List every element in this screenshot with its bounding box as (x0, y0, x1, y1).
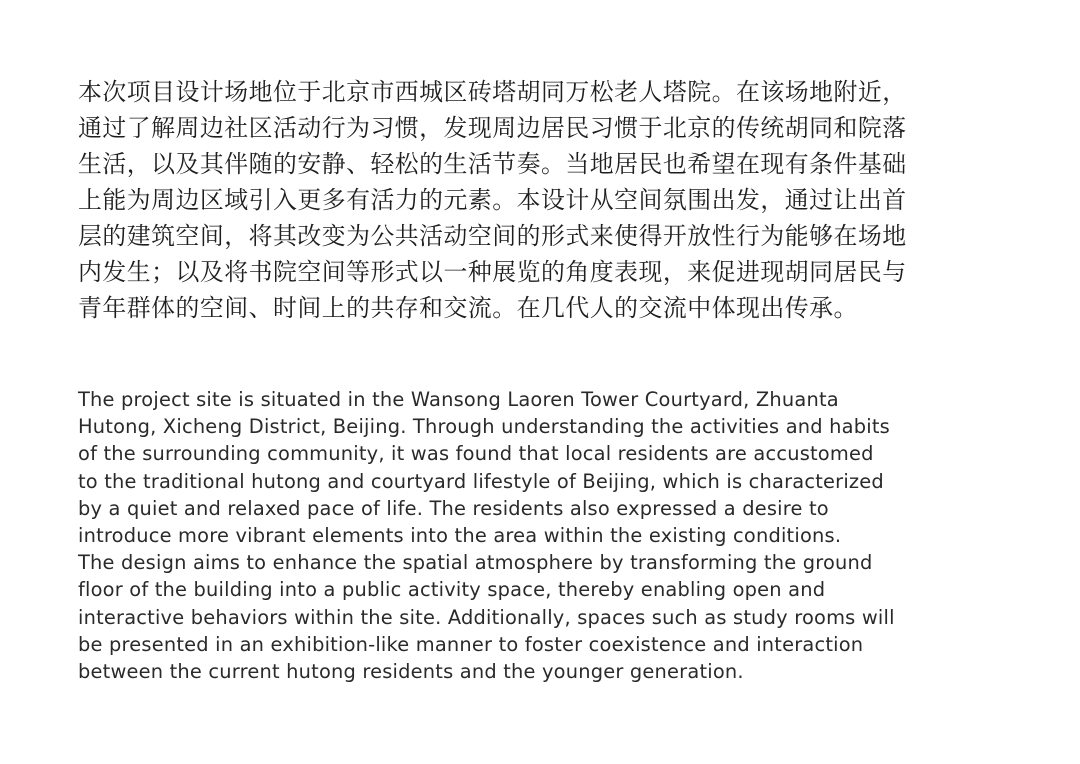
chinese-paragraph-line: 内发生；以及将书院空间等形式以一种展览的角度表现，来促进现胡同居民与 (78, 258, 907, 286)
english-paragraph-line: Hutong, Xicheng District, Beijing. Through understanding the activities and habits (78, 415, 890, 439)
chinese-paragraph-line: 生活，以及其伴随的安静、轻松的生活节奏。当地居民也希望在现有条件基础 (78, 150, 907, 178)
chinese-paragraph-line: 层的建筑空间，将其改变为公共活动空间的形式来使得开放性行为能够在场地 (78, 222, 907, 250)
english-paragraph-line: The project site is situated in the Wansong Laoren Tower Courtyard, Zhuanta (78, 388, 839, 411)
english-paragraph-line: floor of the building into a public activity space, thereby enabling open and (78, 578, 826, 602)
english-paragraph-line: between the current hutong residents and the younger generation. (78, 659, 744, 683)
chinese-paragraph-line: 青年群体的空间、时间上的共存和交流。在几代人的交流中体现出传承。 (78, 294, 858, 322)
english-paragraph-line: be presented in an exhibition-like manner to foster coexistence and interaction (78, 632, 864, 656)
english-paragraph (78, 386, 1028, 685)
english-paragraph-line: The design aims to enhance the spatial atmosphere by transforming the ground (78, 551, 873, 575)
english-paragraph-line: introduce more vibrant elements into the area within the existing conditions. (78, 523, 842, 547)
chinese-paragraph-line: 上能为周边区域引入更多有活力的元素。本设计从空间氛围出发，通过让出首 (78, 186, 907, 214)
chinese-paragraph (78, 74, 1018, 326)
english-paragraph-line: to the traditional hutong and courtyard lifestyle of Beijing, which is characterized (78, 469, 884, 493)
chinese-paragraph-line: 本次项目设计场地位于北京市西城区砖塔胡同万松老人塔院。在该场地附近， (78, 78, 907, 106)
english-paragraph-line: interactive behaviors within the site. Additionally, spaces such as study rooms will (78, 605, 895, 629)
english-paragraph-line: of the surrounding community, it was found that local residents are accustomed (78, 442, 874, 466)
english-paragraph-line: by a quiet and relaxed pace of life. The residents also expressed a desire to (78, 496, 829, 520)
chinese-paragraph-line: 通过了解周边社区活动行为习惯，发现周边居民习惯于北京的传统胡同和院落 (78, 114, 907, 142)
